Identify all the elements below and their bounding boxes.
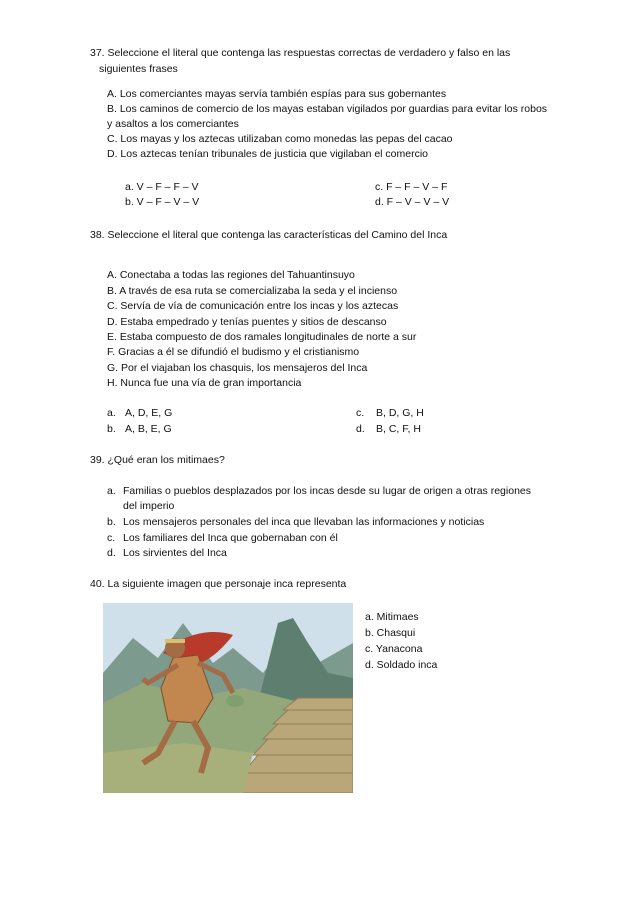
q37-option-b: b. V – F – V – V — [125, 196, 200, 208]
q38-statement-h: H. Nunca fue una vía de gran importancia — [107, 377, 302, 389]
q38-statement-g: G. Por el viajaban los chasquis, los mensajeros del Inca — [107, 362, 368, 374]
q38-option-b: A, B, E, G — [125, 423, 172, 435]
q38-option-d-letter: d. — [356, 423, 365, 435]
q37-option-a: a. V – F – F – V — [125, 181, 199, 193]
q39-title: 39. ¿Qué eran los mitimaes? — [90, 454, 225, 466]
q38-statement-f: F. Gracias a él se difundió el budismo y el cristianismo — [107, 346, 360, 358]
q37-statement-a: A. Los comerciantes mayas servía también espías para sus gobernantes — [107, 88, 447, 100]
q38-statement-e: E. Estaba compuesto de dos ramales longitudinales de norte a sur — [107, 331, 417, 343]
q38-option-d: B, C, F, H — [376, 423, 421, 435]
q40-option-a: a. Mitimaes — [365, 611, 419, 623]
q38-title: 38. Seleccione el literal que contenga las características del Camino del Inca — [90, 229, 448, 241]
q37-statement-d: D. Los aztecas tenían tribunales de justicia que vigilaban el comercio — [107, 148, 429, 160]
q39-option-a-letter: a. — [107, 485, 116, 497]
q38-statement-c: C. Servía de vía de comunicación entre los incas y los aztecas — [107, 300, 399, 312]
q39-option-b-letter: b. — [107, 516, 116, 528]
q38-option-a-letter: a. — [107, 407, 116, 419]
q37-statement-b: B. Los caminos de comercio de los mayas estaban vigilados por guardias para evitar los robos — [107, 103, 548, 115]
q38-statement-a: A. Conectaba a todas las regiones del Tahuantinsuyo — [107, 269, 355, 281]
q38-option-b-letter: b. — [107, 423, 116, 435]
q40-option-b: b. Chasqui — [365, 627, 416, 639]
q40-option-c: c. Yanacona — [365, 643, 423, 655]
q38-statement-d: D. Estaba empedrado y tenías puentes y sitios de descanso — [107, 316, 387, 328]
q37-statement-b-cont: y asaltos a los comerciantes — [107, 118, 239, 130]
q38-option-a: A, D, E, G — [125, 407, 173, 419]
q38-option-c-letter: c. — [356, 407, 365, 419]
q40-title: 40. La siguiente imagen que personaje inca representa — [90, 578, 347, 590]
q37-option-c: c. F – F – V – F — [375, 181, 448, 193]
q39-option-a: Familias o pueblos desplazados por los incas desde su lugar de origen a otras regiones del imperio — [123, 485, 531, 512]
q38-statement-b: B. A través de esa ruta se comercializaba la seda y el incienso — [107, 285, 398, 297]
q39-option-d: Los sirvientes del Inca — [123, 547, 227, 559]
q38-option-c: B, D, G, H — [376, 407, 424, 419]
q39-option-d-letter: d. — [107, 547, 116, 559]
q40-option-d: d. Soldado inca — [365, 659, 438, 671]
chasqui-illustration — [103, 603, 353, 793]
q37-option-d: d. F – V – V – V — [375, 196, 450, 208]
q39-option-b: Los mensajeros personales del inca que llevaban las informaciones y noticias — [123, 516, 485, 528]
q39-option-c: Los familiares del Inca que gobernaban con él — [123, 532, 338, 544]
q37-line2: siguientes frases — [99, 63, 178, 75]
q37-line1: 37. Seleccione el literal que contenga las respuestas correctas de verdadero y falso en las — [90, 47, 511, 59]
q37-statement-c: C. Los mayas y los aztecas utilizaban como monedas las pepas del cacao — [107, 133, 453, 145]
q39-option-c-letter: c. — [107, 532, 116, 544]
